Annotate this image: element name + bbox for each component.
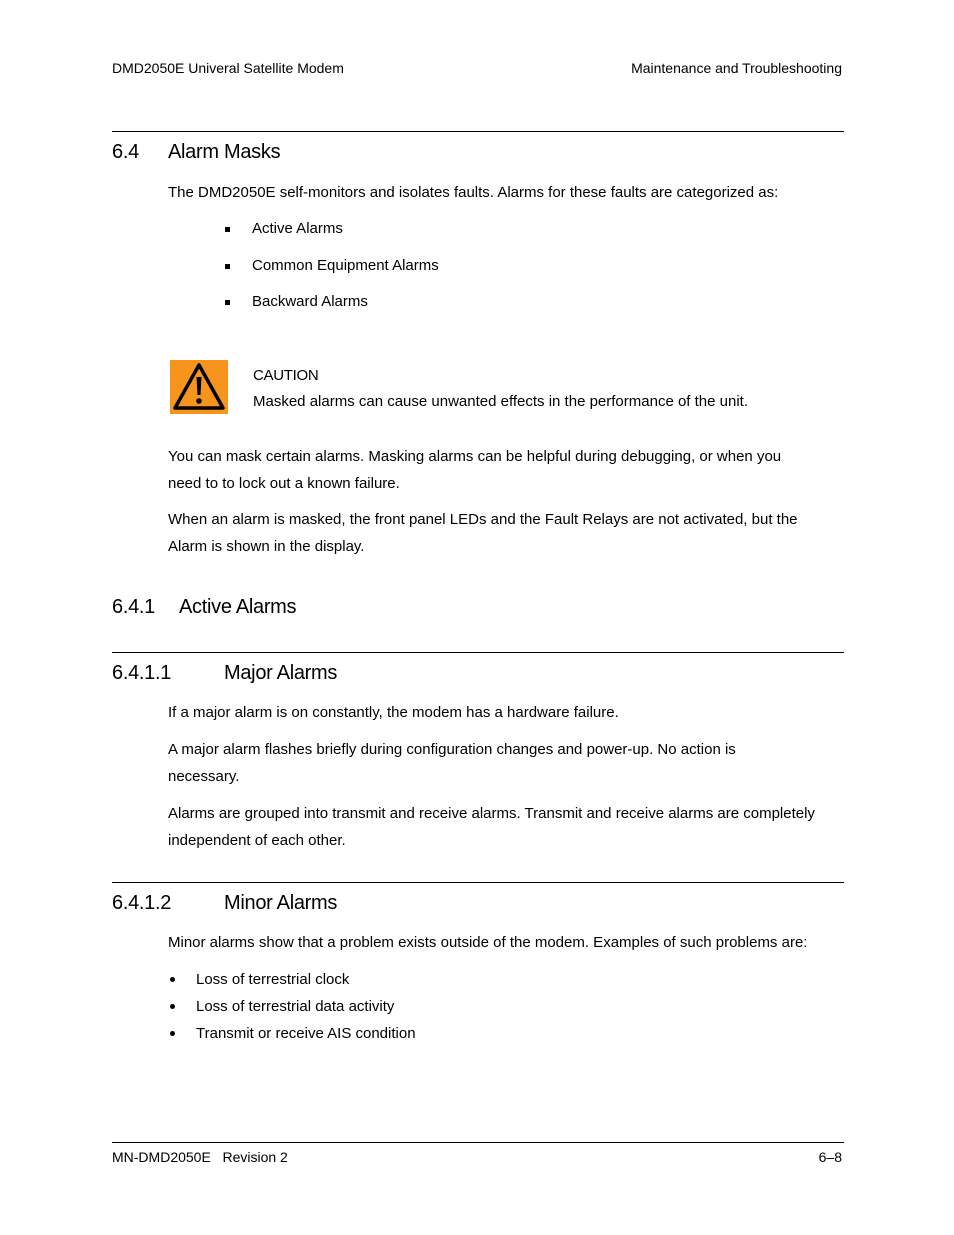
- paragraph-line: A major alarm flashes briefly during configuration changes and power-up. No action is: [168, 741, 736, 758]
- caution-title: CAUTION: [253, 367, 319, 384]
- list-item: Backward Alarms: [252, 293, 368, 310]
- footer-document-id: MN-DMD2050E Revision 2: [112, 1149, 288, 1165]
- paragraph-line: Alarm is shown in the display.: [168, 538, 365, 555]
- paragraph-line: You can mask certain alarms. Masking alarms can be helpful during debugging, or when you: [168, 448, 782, 465]
- warning-triangle-icon: [170, 360, 228, 414]
- section-divider: [112, 131, 844, 132]
- bullet-dot: [170, 1004, 175, 1009]
- paragraph: [168, 800, 815, 854]
- caution-text: Masked alarms can cause unwanted effects in the performance of the unit.: [253, 393, 748, 410]
- paragraph-line: Alarms are grouped into transmit and receive alarms. Transmit and receive alarms are completely: [168, 805, 815, 822]
- section-6-4-1-1-number: 6.4.1.1: [112, 662, 172, 684]
- section-6-4-1-title: Active Alarms: [179, 596, 297, 618]
- paragraph-line: necessary.: [168, 768, 240, 785]
- running-header-left: DMD2050E Univeral Satellite Modem: [112, 60, 344, 76]
- section-6-4-1-2-number: 6.4.1.2: [112, 892, 172, 914]
- paragraph: If a major alarm is on constantly, the modem has a hardware failure.: [168, 704, 619, 721]
- paragraph: [168, 443, 781, 497]
- section-number: 6.4: [112, 141, 139, 163]
- running-header-right: Maintenance and Troubleshooting: [631, 60, 842, 76]
- paragraph-line: need to to lock out a known failure.: [168, 475, 400, 492]
- section-6-4-intro: The DMD2050E self-monitors and isolates faults. Alarms for these faults are categorized as:: [168, 184, 779, 201]
- list-item: Active Alarms: [252, 220, 343, 237]
- paragraph-line: When an alarm is masked, the front panel LEDs and the Fault Relays are not activated, but the: [168, 511, 798, 528]
- paragraph: Minor alarms show that a problem exists outside of the modem. Examples of such problems are:: [168, 934, 808, 951]
- bullet-square: [225, 264, 230, 269]
- list-item: Loss of terrestrial clock: [196, 971, 350, 988]
- bullet-square: [225, 300, 230, 305]
- paragraph: [168, 506, 798, 560]
- list-item: Loss of terrestrial data activity: [196, 998, 395, 1015]
- bullet-square: [225, 227, 230, 232]
- list-item: Transmit or receive AIS condition: [196, 1025, 416, 1042]
- section-6-4-1-2-title: Minor Alarms: [224, 892, 338, 914]
- list-item: Common Equipment Alarms: [252, 257, 439, 274]
- bullet-dot: [170, 977, 175, 982]
- section-6-4-1-1-title: Major Alarms: [224, 662, 338, 684]
- section-divider: [112, 882, 844, 883]
- section-divider: [112, 652, 844, 653]
- section-6-4-title: Alarm Masks: [168, 141, 281, 163]
- section-6-4-1-number: 6.4.1: [112, 596, 155, 618]
- section-6-4-heading: [112, 141, 139, 164]
- paragraph-line: independent of each other.: [168, 832, 346, 849]
- bullet-dot: [170, 1031, 175, 1036]
- footer-divider: [112, 1142, 844, 1143]
- paragraph: [168, 736, 736, 790]
- footer-page-number: 6–8: [818, 1149, 842, 1165]
